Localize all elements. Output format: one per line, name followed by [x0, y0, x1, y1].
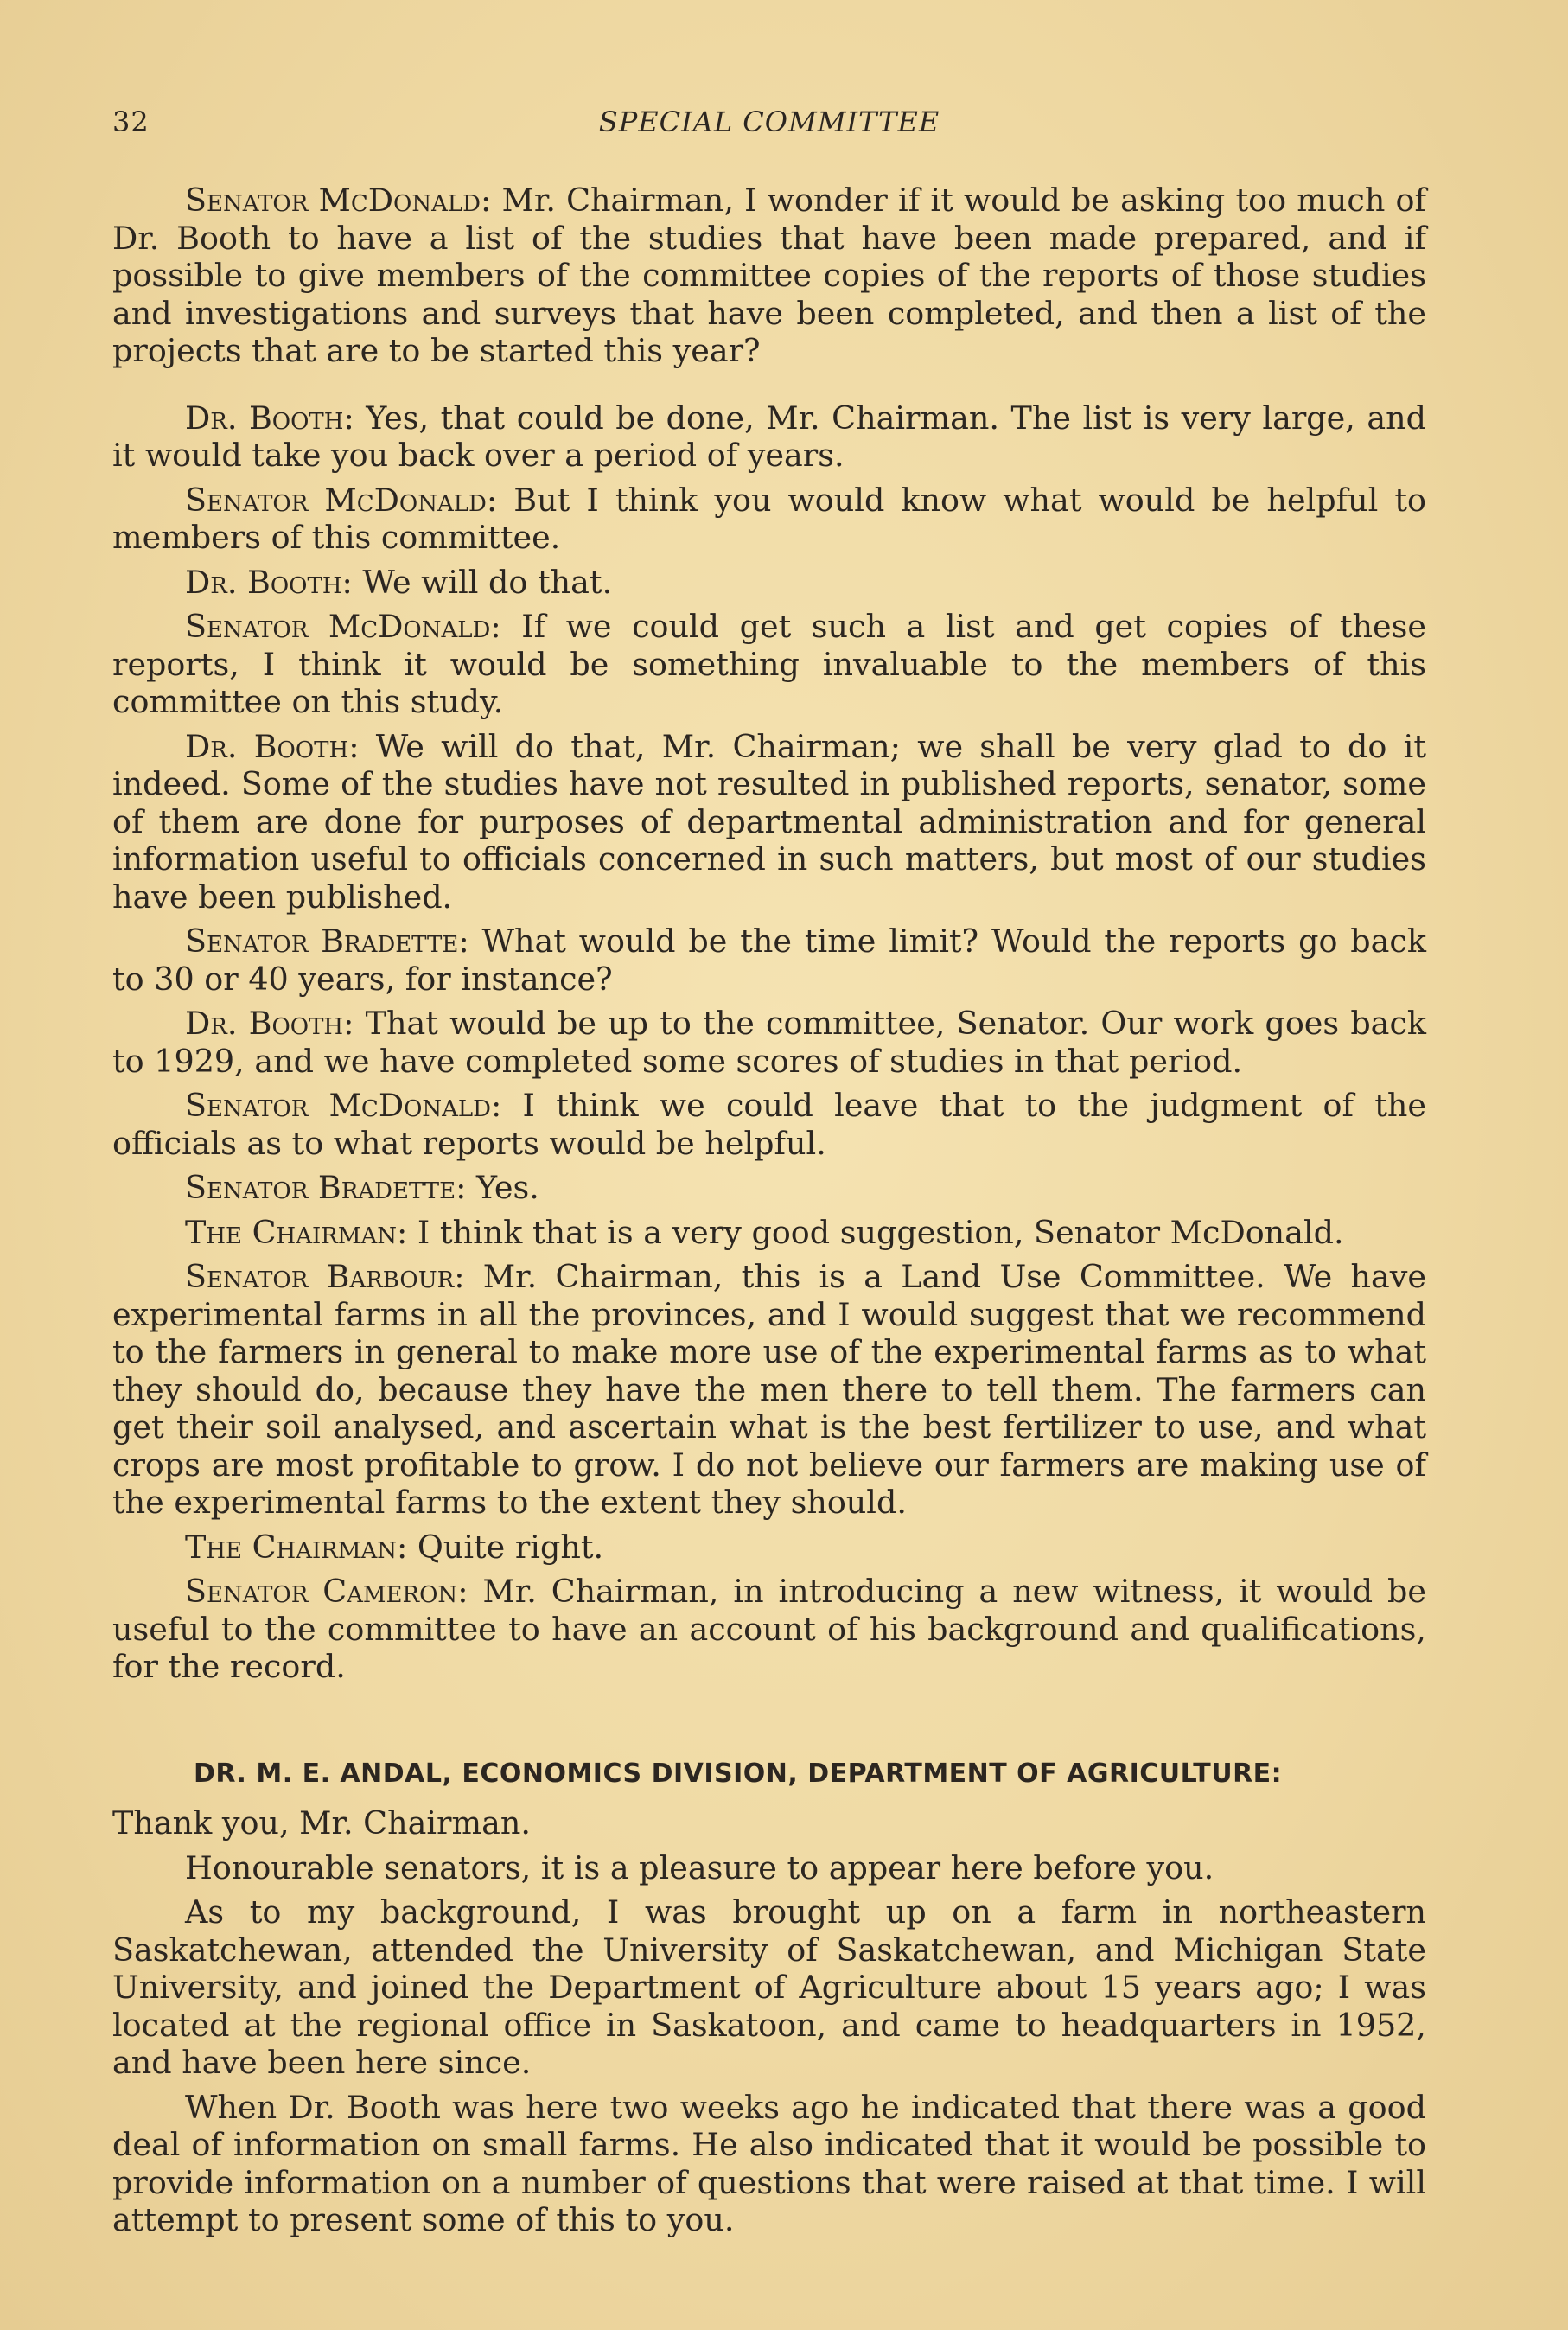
- speaker-name: The Chairman: [185, 1528, 397, 1566]
- speaker-name: Senator McDonald: [185, 481, 487, 519]
- paragraph: [112, 1087, 1426, 1162]
- paragraph-text: : Yes.: [456, 1169, 539, 1206]
- section-heading: DR. M. E. ANDAL, ECONOMICS DIVISION, DEPARTMENT OF AGRICULTURE:: [194, 1758, 1283, 1789]
- speaker-name: Senator McDonald: [185, 1087, 492, 1124]
- paragraph-text: : I think we could leave that to the judgment of the officials as to what reports would be helpful.: [112, 1087, 1426, 1162]
- paragraph-text: : Mr. Chairman, I wonder if it would be asking too much of Dr. Booth to have a list of the studies that have been made prepared, and if possible to give members of the committee copies of the reports of those studies and investigations and surveys that have been completed, and then a list of the projects that are to be started this year?: [112, 182, 1426, 369]
- paragraph-text: : I think that is a very good suggestion, Senator McDonald.: [396, 1213, 1344, 1251]
- paragraph: [112, 482, 1426, 557]
- speaker-name: Dr. Booth: [185, 563, 342, 601]
- paragraph: [112, 564, 1426, 602]
- paragraph-text: : But I think you would know what would be helpful to members of this committee.: [112, 481, 1426, 556]
- paragraph-text: : What would be the time limit? Would the reports go back to 30 or 40 years, for instance?: [112, 922, 1426, 998]
- paragraph-text: : Yes, that could be done, Mr. Chairman. The list is very large, and it would take you back over a period of years.: [112, 399, 1427, 474]
- paragraph-text: : We will do that.: [341, 563, 613, 601]
- witness-paragraph: Honourable senators, it is a pleasure to appear here before you.: [185, 1848, 1214, 1886]
- speaker-name: Senator McDonald: [185, 182, 481, 219]
- speaker-name: Senator Bradette: [185, 922, 459, 960]
- paragraph-text: : Mr. Chairman, in introducing a new witness, it would be useful to the committee to have an account of his background and qualifications, for the record.: [112, 1573, 1426, 1685]
- paragraph: [112, 728, 1426, 916]
- paragraph: [112, 1169, 1426, 1207]
- paragraph-text: : Mr. Chairman, this is a Land Use Committee. We have experimental farms in all the provinces, and I would suggest that we recommend to the farmers in general to make more use of the experimental farms as to what they should do, because they have the men there to tell them. The farmers can get their soil analysed, and ascertain what is the best fertilizer to use, and what crops are most profitable to grow. I do not believe our farmers are making use of the experimental farms to the extent they should.: [112, 1258, 1427, 1521]
- paragraph-text: : If we could get such a list and get copies of these reports, I think it would be something invaluable to the members of this committee on this study.: [112, 608, 1426, 720]
- paragraph: [112, 1005, 1426, 1080]
- paragraph: [112, 182, 1426, 370]
- witness-paragraph: When Dr. Booth was here two weeks ago he indicated that there was a good deal of information on small farms. He also indicated that it would be possible to provide information on a number of questions that were raised at that time. I will attempt to present some of this to you.: [112, 2088, 1426, 2238]
- speaker-name: Senator Bradette: [185, 1169, 456, 1206]
- paragraph: [112, 1573, 1426, 1686]
- running-head: SPECIAL COMMITTEE: [598, 105, 940, 138]
- speaker-name: Dr. Booth: [185, 399, 344, 437]
- paragraph: [112, 399, 1426, 475]
- speaker-name: Senator McDonald: [185, 608, 491, 645]
- paragraph: [112, 1214, 1426, 1252]
- witness-paragraph: As to my background, I was brought up on a farm in northeastern Saskatchewan, attended the University of Saskatchewan, and Michigan State University, and joined the Department of Agriculture about 15 years ago; I was located at the regional office in Saskatoon, and came to headquarters in 1952, and have been here since.: [112, 1893, 1426, 2081]
- document-body: [112, 182, 1426, 2246]
- paragraph: [112, 922, 1426, 998]
- speaker-name: Senator Cameron: [185, 1573, 458, 1610]
- paragraph-text: : Quite right.: [396, 1528, 604, 1566]
- speaker-name: Dr. Booth: [185, 727, 349, 765]
- page-number: 32: [112, 105, 150, 138]
- page-header: [112, 105, 1426, 149]
- speaker-name: Dr. Booth: [185, 1005, 344, 1042]
- speaker-name: Senator Barbour: [185, 1258, 455, 1295]
- paragraph: [112, 1529, 1426, 1567]
- paragraph: [112, 608, 1426, 721]
- speaker-name: The Chairman: [185, 1213, 397, 1251]
- witness-paragraph: Thank you, Mr. Chairman.: [112, 1804, 531, 1842]
- paragraph-text: : That would be up to the committee, Senator. Our work goes back to 1929, and we have completed some scores of studies in that period.: [112, 1005, 1427, 1080]
- paragraph-text: : We will do that, Mr. Chairman; we shall be very glad to do it indeed. Some of the studies have not resulted in published reports, senator, some of them are done for purposes of departmental administration and for general information useful to officials concerned in such matters, but most of our studies have been published.: [112, 727, 1426, 916]
- paragraph: [112, 1258, 1426, 1522]
